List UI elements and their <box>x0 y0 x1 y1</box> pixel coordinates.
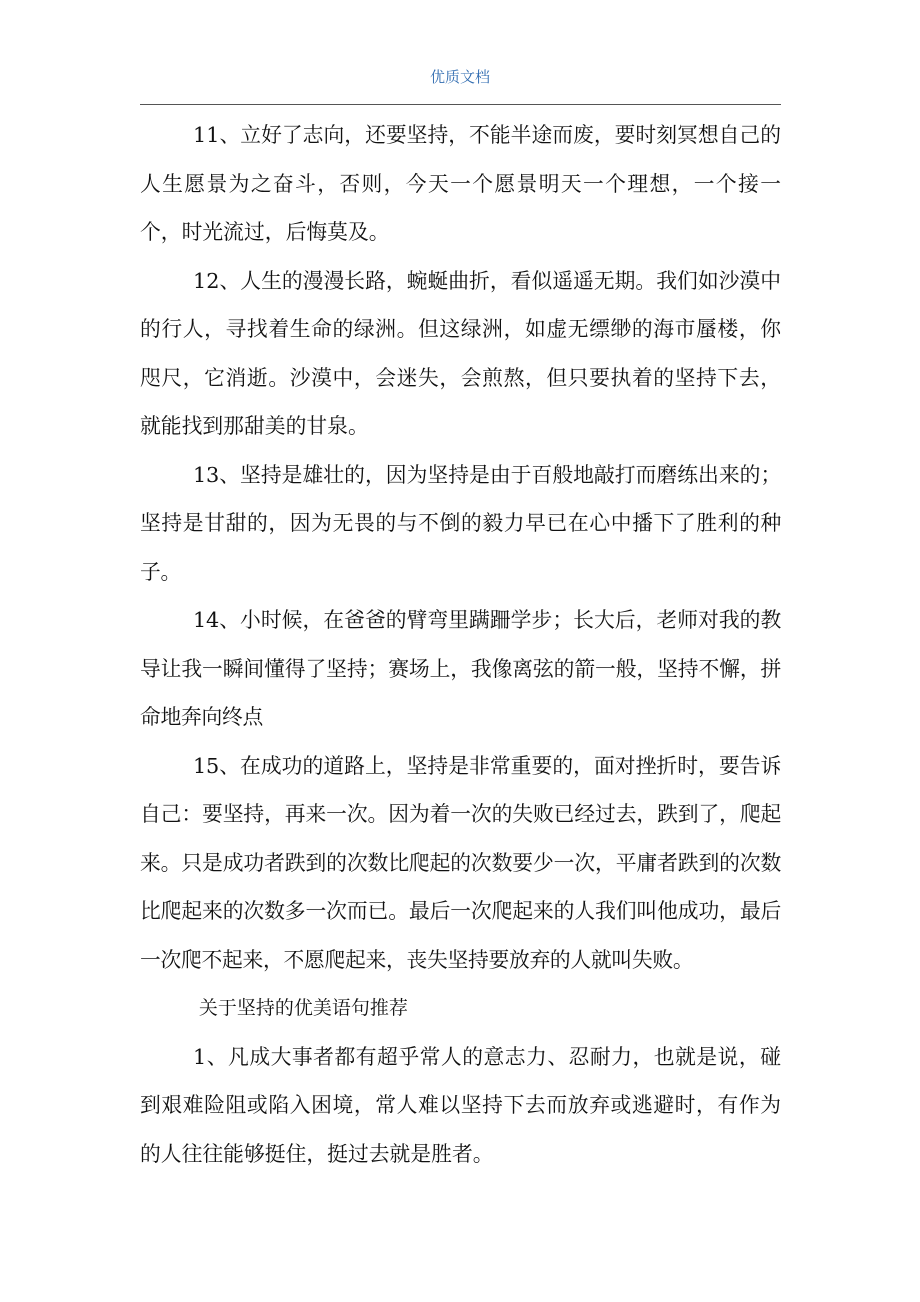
document-body <box>140 111 781 1178</box>
paragraph-15: 15、在成功的道路上，坚持是非常重要的，面对挫折时，要告诉自己：要坚持，再来一次。因为着一次的失败已经过去，跌到了，爬起来。只是成功者跌到的次数比爬起的次数要少一次，平庸者跌到的次数比爬起来的次数多一次而已。最后一次爬起来的人我们叫他成功，最后一次爬不起来，不愿爬起来，丧失坚持要放弃的人就叫失败。 <box>140 753 781 972</box>
paragraph-12: 12、人生的漫漫长路，蜿蜒曲折，看似遥遥无期。我们如沙漠中的行人，寻找着生命的绿洲。但这绿洲，如虚无缥缈的海市蜃楼，你咫尺，它消逝。沙漠中，会迷失，会煎熬，但只要执着的坚持下去，就能找到那甜美的甘泉。 <box>140 268 782 438</box>
section-heading: 关于坚持的优美语句推荐 <box>198 997 408 1019</box>
paragraph-11: 11、立好了志向，还要坚持，不能半途而废，要时刻冥想自己的人生愿景为之奋斗，否则，今天一个愿景明天一个理想，一个接一个，时光流过，后悔莫及。 <box>140 123 782 244</box>
paragraph-13: 13、坚持是雄壮的，因为坚持是由于百般地敲打而磨练出来的；坚持是甘甜的，因为无畏的与不倒的毅力早已在心中播下了胜利的种子。 <box>140 462 781 584</box>
header-divider <box>140 104 781 105</box>
paragraph-14: 14、小时候，在爸爸的臂弯里蹒跚学步；长大后，老师对我的教导让我一瞬间懂得了坚持；赛场上，我像离弦的箭一般，坚持不懈，拼命地奔向终点 <box>140 608 781 729</box>
page-header-title: 优质文档 <box>429 68 490 86</box>
section-paragraph-1: 1、凡成大事者都有超乎常人的意志力、忍耐力，也就是说，碰到艰难险阻或陷入困境，常人难以坚持下去而放弃或逃避时，有作为的人往往能够挺住，挺过去就是胜者。 <box>140 1044 781 1166</box>
